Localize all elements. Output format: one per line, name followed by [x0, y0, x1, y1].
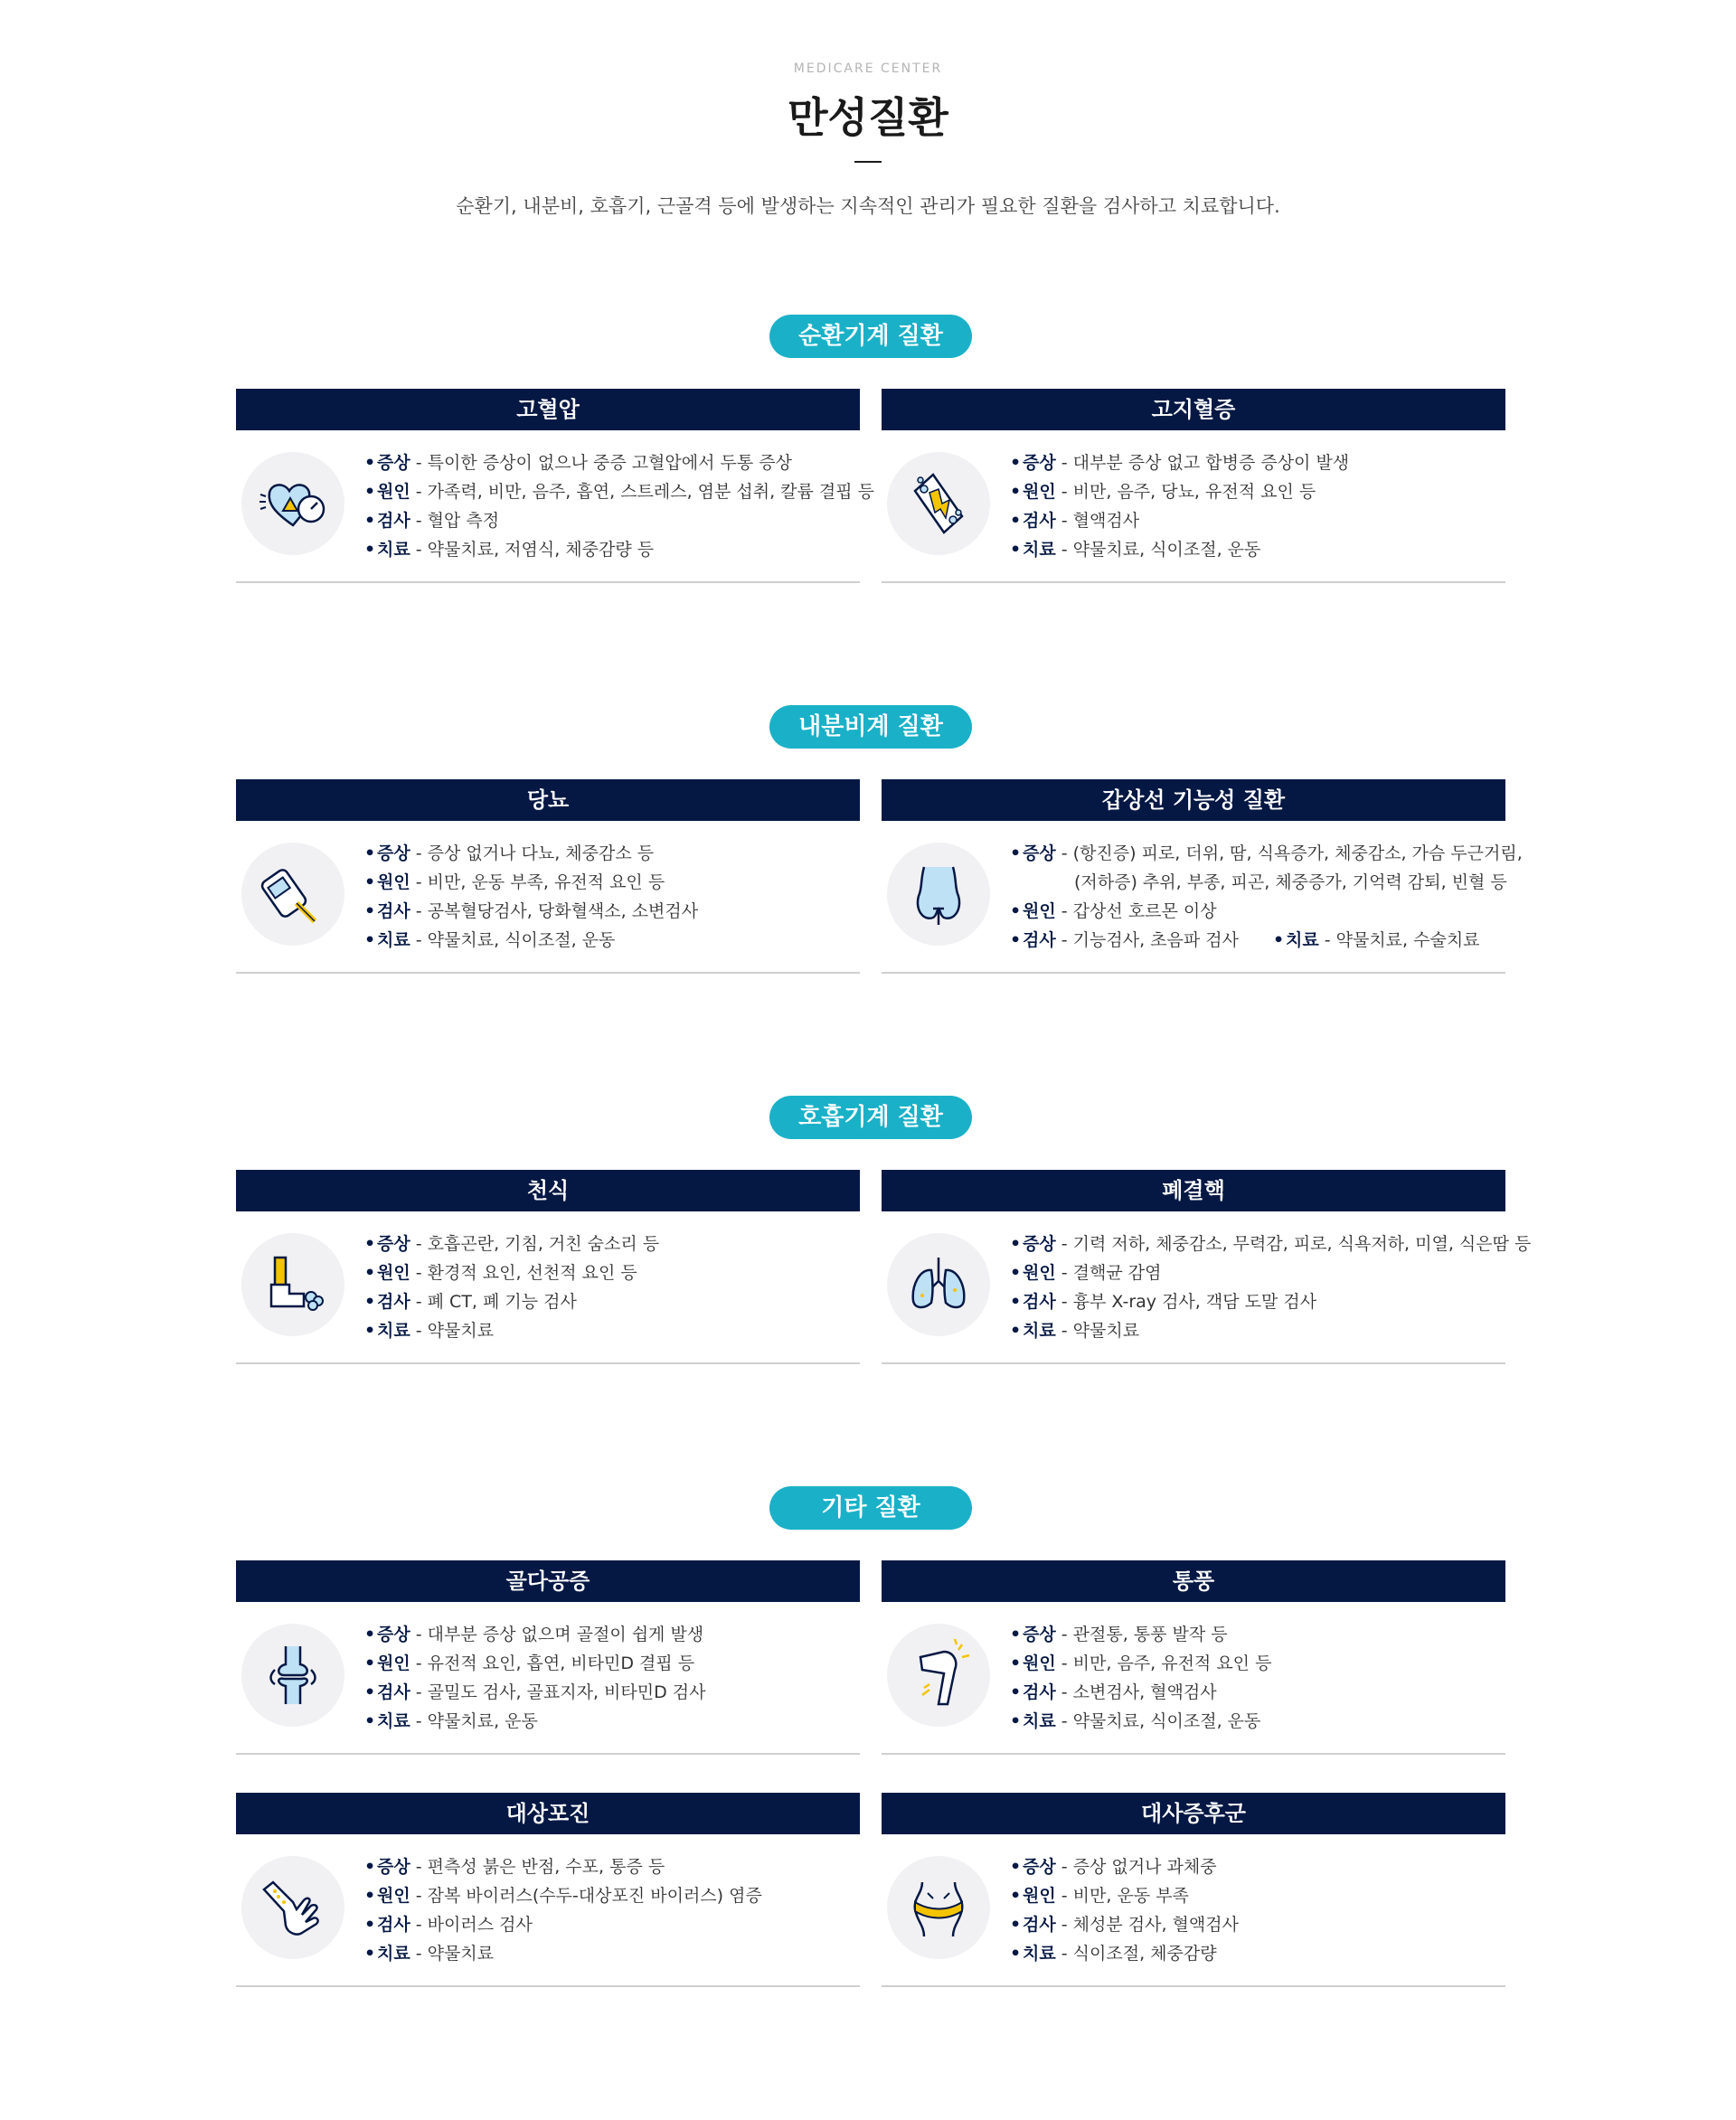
treat-item: • 치료 - 약물치료, 식이조절, 운동: [1010, 535, 1498, 564]
card-title: 폐결핵: [882, 1170, 1505, 1211]
test-item: • 검사 - 기능검사, 초음파 검사• 치료 - 약물치료, 수술치료: [1010, 926, 1498, 955]
heart-gauge-icon: [257, 467, 329, 540]
card-divider: [236, 972, 860, 974]
icon-circle: [887, 1624, 990, 1727]
info-list: [364, 1852, 853, 1968]
icon-circle: [241, 1856, 344, 1959]
treat-item: • 치료 - 약물치료, 운동: [364, 1707, 853, 1736]
card-metabolic-syndrome: [882, 1793, 1505, 1987]
info-list: [364, 839, 853, 955]
info-list: [1010, 1852, 1498, 1968]
card-divider: [236, 1985, 860, 1987]
test-item: • 검사 - 혈액검사: [1010, 506, 1498, 535]
icon-circle: [887, 1233, 990, 1336]
info-list: [364, 1620, 853, 1736]
info-list: [364, 1230, 853, 1345]
card-title: 당뇨: [236, 779, 860, 821]
card-divider: [882, 1753, 1505, 1755]
page-title: 만성질환: [788, 93, 948, 142]
symptom-item: • 증상 - 대부분 증상 없고 합병증 증상이 발생: [1010, 448, 1498, 477]
symptom-item: • 증상 - 호흡곤란, 기침, 거친 숨소리 등: [364, 1230, 853, 1258]
waist-measure-icon: [902, 1871, 975, 1944]
card-divider: [882, 1985, 1505, 1987]
symptom-item: • 증상 - 관절통, 통풍 발작 등: [1010, 1620, 1498, 1649]
card-title: 고지혈증: [882, 389, 1505, 430]
card-shingles: [236, 1793, 860, 1987]
card-gout: [882, 1560, 1505, 1755]
test-item: • 검사 - 바이러스 검사: [364, 1910, 853, 1939]
card-tuberculosis: [882, 1170, 1532, 1364]
cause-item: • 원인 - 비만, 운동 부족: [1010, 1881, 1498, 1910]
icon-circle: [887, 452, 990, 555]
card-hyperlipidemia: [882, 389, 1505, 583]
info-list: [1010, 839, 1523, 955]
test-item: • 검사 - 공복혈당검사, 당화혈색소, 소변검사: [364, 897, 853, 926]
treat-item: • 치료 - 약물치료, 저염식, 체중감량 등: [364, 535, 853, 564]
glucose-meter-icon: [257, 858, 329, 930]
card-title: 골다공증: [236, 1560, 860, 1602]
card-divider: [236, 1362, 860, 1364]
cause-item: • 원인 - 비만, 음주, 유전적 요인 등: [1010, 1649, 1498, 1678]
symptom-item: • 증상 - 특이한 증상이 없으나 중증 고혈압에서 두통 증상: [364, 448, 853, 477]
card-title: 대상포진: [236, 1793, 860, 1834]
treat-item: • 치료 - 약물치료: [364, 1939, 853, 1968]
info-list: [1010, 448, 1498, 564]
test-item: • 검사 - 골밀도 검사, 골표지자, 비타민D 검사: [364, 1678, 853, 1707]
section-pill-other: 기타 질환: [769, 1486, 972, 1530]
card-title: 통풍: [882, 1560, 1505, 1602]
symptom-item: • 증상 - 증상 없거나 과체중: [1010, 1852, 1498, 1881]
treat-item: • 치료 - 약물치료: [1010, 1316, 1498, 1345]
cause-item: • 원인 - 비만, 운동 부족, 유전적 요인 등: [364, 868, 853, 897]
card-divider: [236, 581, 860, 583]
section-pill-respiratory: 호흡기계 질환: [769, 1096, 972, 1139]
symptom-item: • 증상 - 증상 없거나 다뇨, 체중감소 등: [364, 839, 853, 868]
treat-item: • 치료 - 약물치료, 식이조절, 운동: [1010, 1707, 1498, 1736]
treat-item: • 치료 - 약물치료, 식이조절, 운동: [364, 926, 853, 955]
symptom-item: • 증상 - 편측성 붉은 반점, 수포, 통증 등: [364, 1852, 853, 1881]
icon-circle: [241, 843, 344, 946]
icon-circle: [887, 1856, 990, 1959]
treat-item: • 치료 - 약물치료: [364, 1316, 853, 1345]
card-hypertension: [236, 389, 875, 583]
symptom-item: • 증상 - (항진증) 피로, 더위, 땀, 식욕증가, 체중감소, 가슴 두근거림,: [1010, 839, 1498, 868]
cause-item: • 원인 - 비만, 음주, 당뇨, 유전적 요인 등: [1010, 477, 1498, 506]
test-item: • 검사 - 혈압 측정: [364, 506, 853, 535]
card-title: 대사증후군: [882, 1793, 1505, 1834]
info-list: [1010, 1230, 1532, 1345]
icon-circle: [241, 1233, 344, 1336]
icon-circle: [241, 452, 344, 555]
card-diabetes: [236, 779, 860, 974]
card-divider: [236, 1753, 860, 1755]
thyroid-icon: [902, 858, 975, 930]
icon-circle: [887, 843, 990, 946]
knee-pain-icon: [902, 1639, 975, 1711]
cause-item: • 원인 - 결핵균 감염: [1010, 1258, 1498, 1287]
cause-item: • 원인 - 환경적 요인, 선천적 요인 등: [364, 1258, 853, 1287]
card-divider: [882, 972, 1505, 974]
blood-vessel-icon: [902, 467, 975, 540]
section-pill-endocrine: 내분비계 질환: [769, 705, 972, 749]
info-list: [1010, 1620, 1498, 1736]
cause-item: • 원인 - 가족력, 비만, 음주, 흡연, 스트레스, 염분 섭취, 칼륨 결핍 등: [364, 477, 853, 506]
arm-rash-icon: [257, 1871, 329, 1944]
icon-circle: [241, 1624, 344, 1727]
test-item: • 검사 - 소변검사, 혈액검사: [1010, 1678, 1498, 1707]
card-thyroid: [882, 779, 1523, 974]
intro-text: 순환기, 내분비, 호흡기, 근골격 등에 발생하는 지속적인 관리가 필요한 질환을 검사하고 치료합니다.: [456, 195, 1280, 217]
title-rule: [854, 161, 882, 163]
treat-item: • 치료 - 식이조절, 체중감량: [1010, 1939, 1498, 1968]
card-asthma: [236, 1170, 860, 1364]
cause-item: • 원인 - 유전적 요인, 흡연, 비타민D 결핍 등: [364, 1649, 853, 1678]
card-title: 갑상선 기능성 질환: [882, 779, 1505, 821]
test-item: • 검사 - 폐 CT, 폐 기능 검사: [364, 1287, 853, 1316]
card-divider: [882, 1362, 1505, 1364]
inhaler-icon: [257, 1248, 329, 1321]
lungs-icon: [902, 1248, 975, 1321]
card-title: 고혈압: [236, 389, 860, 430]
test-item: • 검사 - 흉부 X-ray 검사, 객담 도말 검사: [1010, 1287, 1498, 1316]
card-divider: [882, 581, 1505, 583]
test-item: • 검사 - 체성분 검사, 혈액검사: [1010, 1910, 1498, 1939]
symptom-item: • 증상 - 기력 저하, 체중감소, 무력감, 피로, 식욕저하, 미열, 식은땀 등: [1010, 1230, 1498, 1258]
bone-joint-icon: [257, 1639, 329, 1711]
cause-item: • 원인 - 갑상선 호르몬 이상: [1010, 897, 1498, 926]
eyebrow: MEDICARE CENTER: [793, 61, 943, 76]
info-list: [364, 448, 875, 564]
cause-item: • 원인 - 잠복 바이러스(수두-대상포진 바이러스) 염증: [364, 1881, 853, 1910]
card-osteoporosis: [236, 1560, 860, 1755]
section-pill-circulatory: 순환기계 질환: [769, 315, 972, 358]
card-title: 천식: [236, 1170, 860, 1211]
symptom-item-continued: (저하증) 추위, 부종, 피곤, 체중증가, 기억력 감퇴, 빈혈 등: [1074, 872, 1507, 892]
treat-item: • 치료 - 약물치료, 수술치료: [1273, 926, 1480, 955]
symptom-item: • 증상 - 대부분 증상 없으며 골절이 쉽게 발생: [364, 1620, 853, 1649]
